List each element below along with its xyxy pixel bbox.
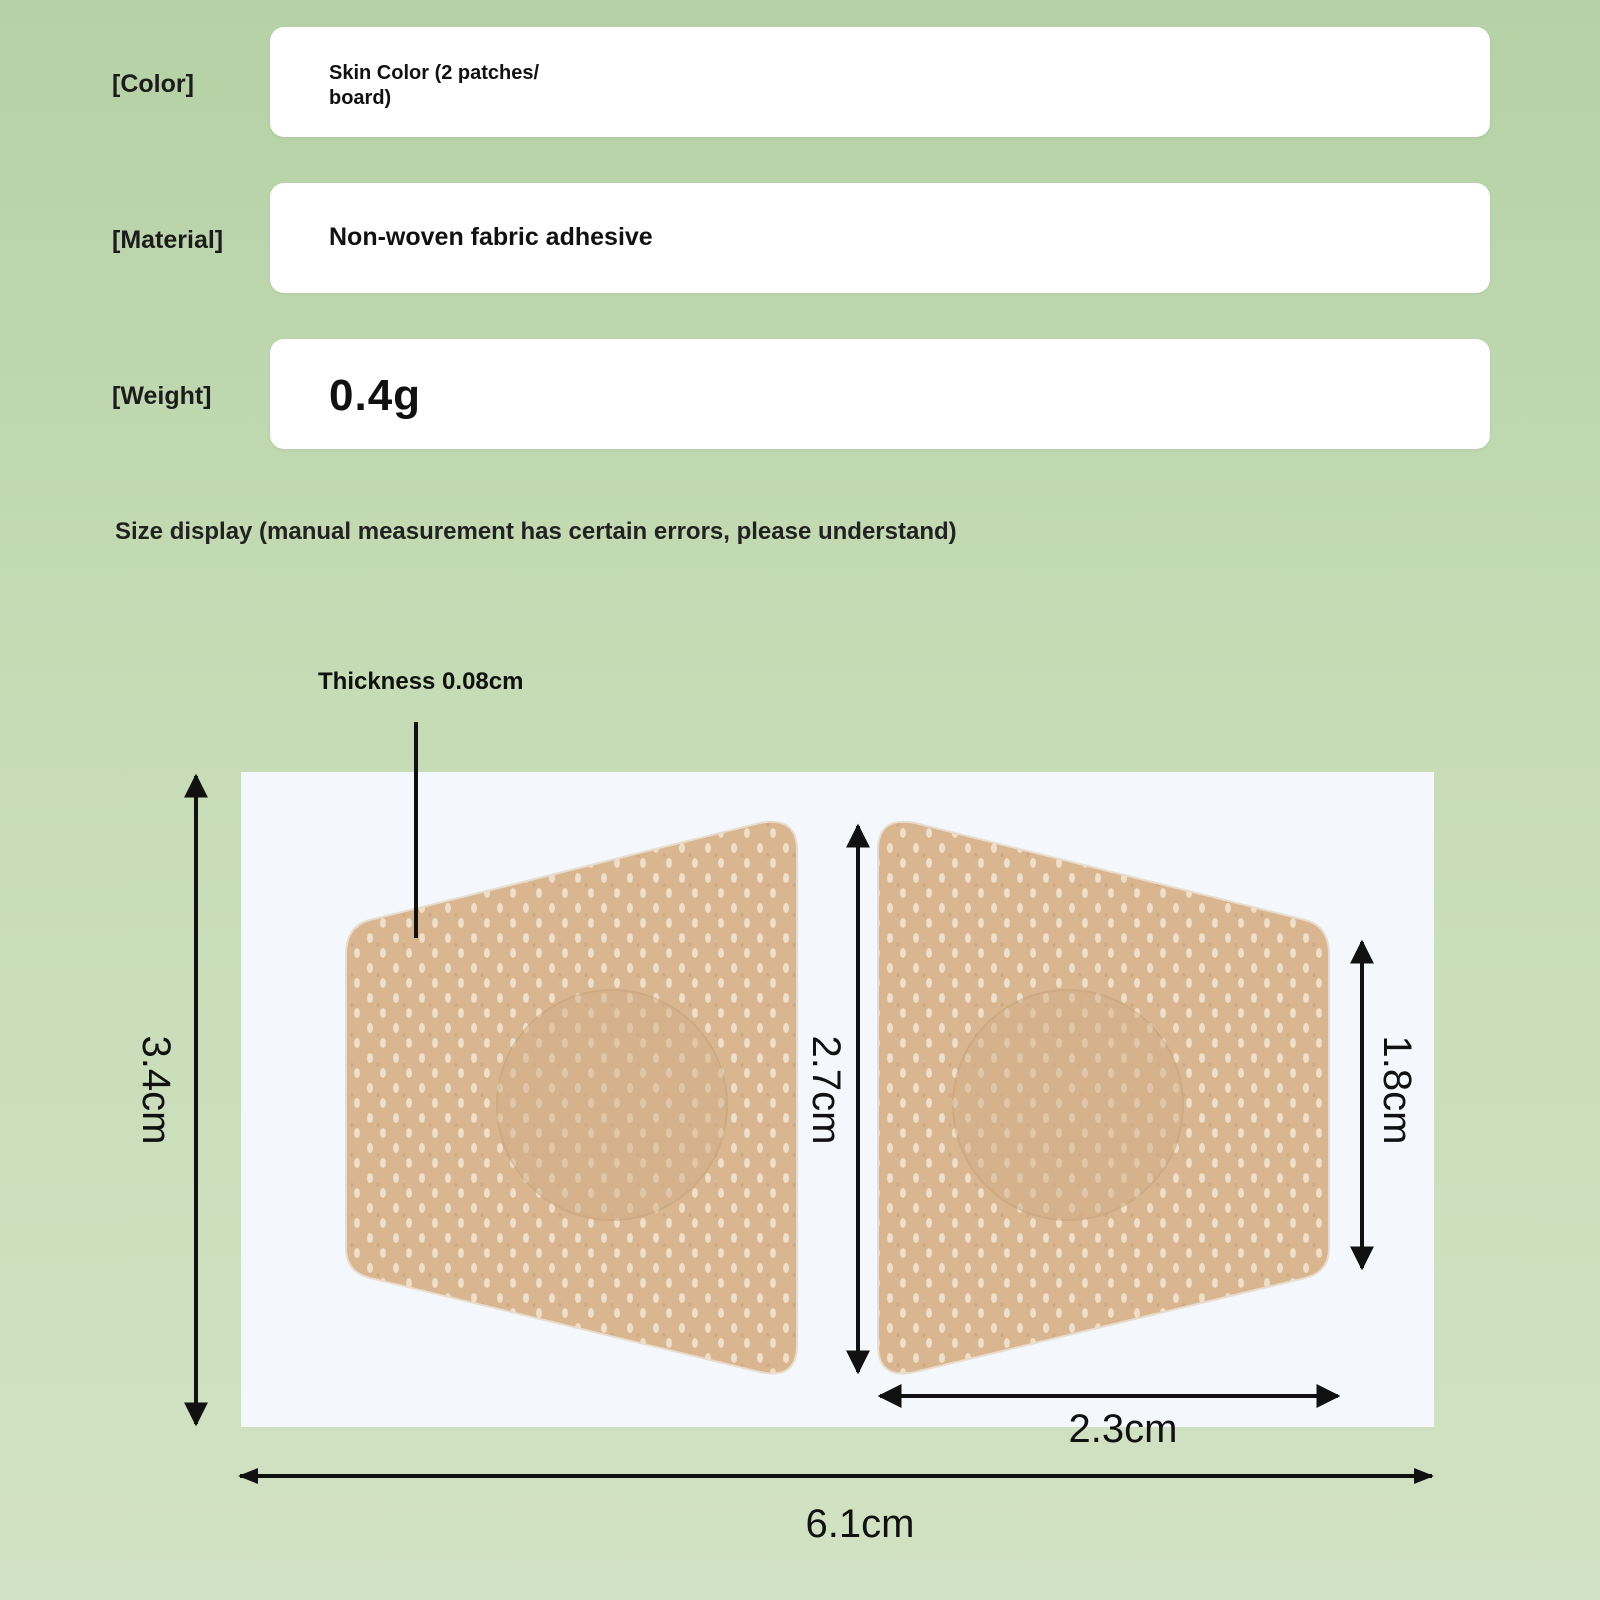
height-total-label: 3.4cm xyxy=(134,1035,178,1145)
size-note: Size display (manual measurement has certain errors, please understand) xyxy=(115,518,957,545)
weight-label: [Weight] xyxy=(112,382,212,410)
material-label: [Material] xyxy=(112,226,224,254)
color-label: [Color] xyxy=(112,70,194,98)
short-side-label: 1.8cm xyxy=(1375,1035,1419,1145)
weight-value: 0.4g xyxy=(329,371,422,420)
material-value: Non-woven fabric adhesive xyxy=(329,223,653,251)
patch-width-label: 2.3cm xyxy=(1068,1407,1178,1451)
width-total-label: 6.1cm xyxy=(805,1502,915,1546)
patch-height-label: 2.7cm xyxy=(804,1035,848,1145)
color-value: Skin Color (2 patches/ board) xyxy=(329,62,540,109)
thickness-label: Thickness 0.08cm xyxy=(318,668,524,695)
